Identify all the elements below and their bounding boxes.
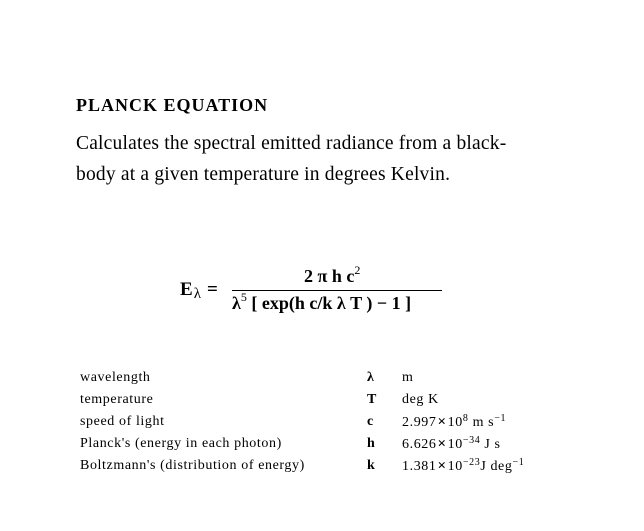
value-exponent: 8 [462,413,469,424]
variable-name: wavelength [80,370,151,385]
variable-name: Planck's (energy in each photon) [80,436,282,451]
variable-symbol: T [367,392,377,407]
value-mantissa: 2.997 [402,415,437,430]
variable-symbol: k [367,458,376,473]
description [76,128,596,190]
value-base: 10 [447,415,463,430]
value-mantissa: 6.626 [402,437,437,452]
value-base: 10 [447,437,463,452]
unit-exponent: −1 [512,457,525,468]
variable-value [402,433,501,456]
times-sign: × [437,436,447,452]
variable-symbol: h [367,436,376,451]
value-mantissa: 1.381 [402,459,437,474]
value-unit: m s [468,415,495,430]
equation-lhs-symbol: E [180,279,193,300]
variable-symbol: λ [367,370,375,385]
value-exponent: −34 [462,435,481,446]
value-base: 10 [447,459,463,474]
numerator-text: 2 π h c [304,266,355,286]
denominator-base: λ [232,293,241,313]
variable-value [402,411,506,434]
value-unit: J deg [480,459,513,474]
variable-name: Boltzmann's (distribution of energy) [80,458,305,473]
fraction-bar [232,290,442,291]
page-title: PLANCK EQUATION [76,95,269,115]
unit-exponent: −1 [494,413,507,424]
description-line-1: Calculates the spectral emitted radiance from a black- [76,133,507,154]
description-line-2: body at a given temperature in degrees Kelvin. [76,164,451,185]
equation-lhs [180,279,201,301]
times-sign: × [437,458,447,474]
denominator-rest: [ exp(h c/k λ T ) − 1 ] [246,293,412,313]
variable-symbol: c [367,414,374,429]
equation-numerator [304,263,361,287]
numerator-exponent: 2 [354,263,361,277]
equation-denominator [232,290,412,314]
variable-name: temperature [80,392,154,407]
equation-lhs-subscript: λ [193,286,201,302]
variable-unit: m [402,370,414,385]
value-exponent: −23 [462,457,481,468]
variable-unit: deg K [402,392,439,407]
denominator-exponent: 5 [240,290,247,304]
variable-name: speed of light [80,414,165,429]
equation-equals: = [207,279,218,300]
variable-value [402,455,524,478]
value-unit: J s [480,437,501,452]
times-sign: × [437,414,447,430]
